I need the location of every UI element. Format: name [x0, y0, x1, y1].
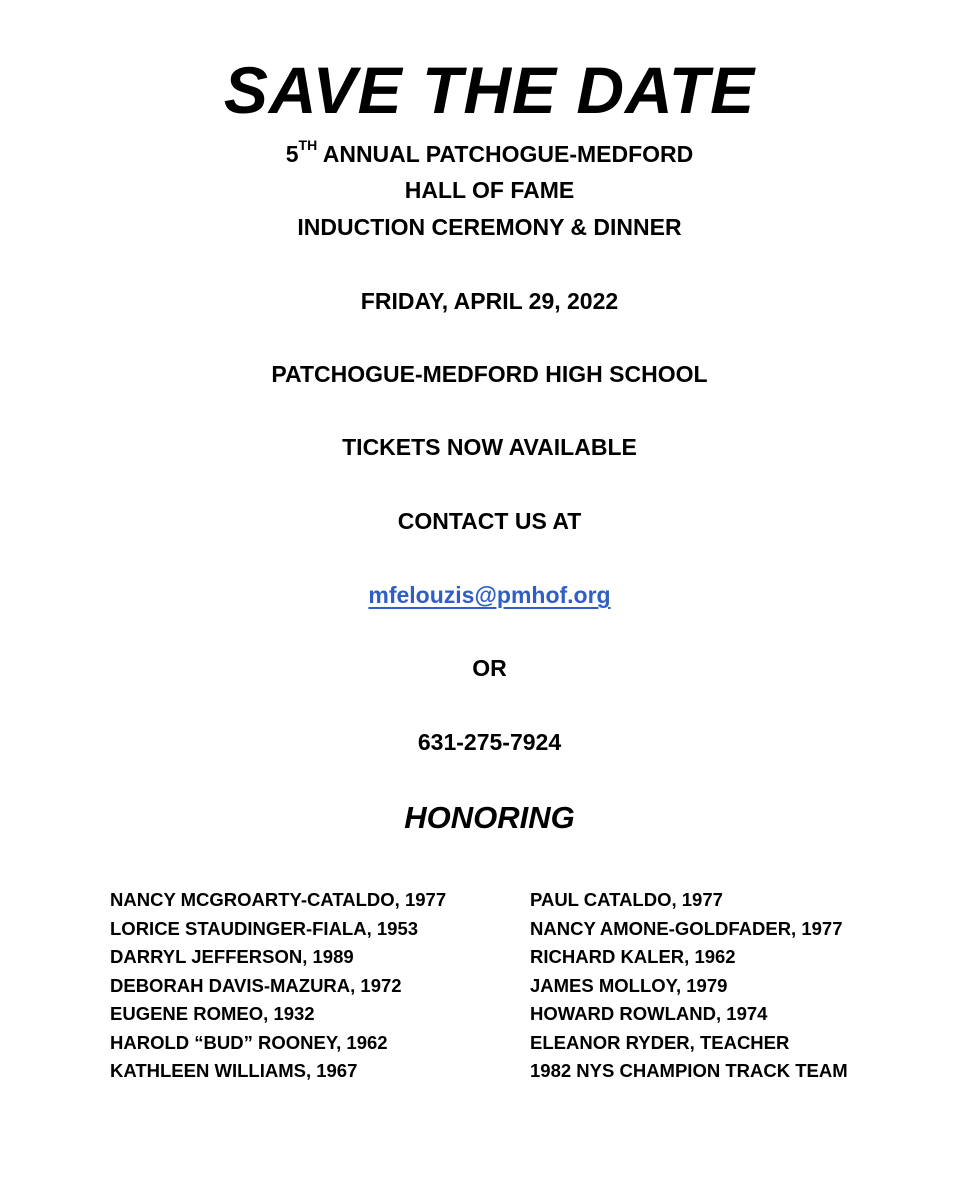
honoree-item: HOWARD ROWLAND, 1974 — [530, 1003, 768, 1024]
honoree-list-right — [530, 886, 848, 1086]
honoree-item: HAROLD “BUD” ROONEY, 1962 — [110, 1031, 388, 1053]
tickets-notice: TICKETS NOW AVAILABLE — [342, 434, 637, 460]
event-name-line-2: HALL OF FAME — [404, 177, 575, 203]
honoree-item: RICHARD KALER, 1962 — [530, 946, 736, 967]
event-name-line-3: INDUCTION CEREMONY & DINNER — [297, 214, 682, 240]
event-name-line-1 — [0, 137, 979, 168]
ordinal-number: 5 — [285, 141, 299, 167]
honoree-item: NANCY MCGROARTY-CATALDO, 1977 — [110, 889, 447, 910]
contact-email-line — [0, 582, 979, 609]
honoree-item: LORICE STAUDINGER-FIALA, 1953 — [110, 917, 419, 939]
honoree-item: DARRYL JEFFERSON, 1989 — [110, 946, 354, 967]
page-title: SAVE THE DATE — [223, 53, 756, 127]
honoree-item: JAMES MOLLOY, 1979 — [530, 974, 728, 996]
honoree-item: NANCY AMONE-GOLDFADER, 1977 — [530, 917, 843, 939]
ordinal-suffix: TH — [298, 137, 318, 153]
honoree-item: KATHLEEN WILLIAMS, 1967 — [110, 1060, 358, 1081]
honoree-item: 1982 NYS CHAMPION TRACK TEAM — [530, 1060, 848, 1081]
honoree-item: DEBORAH DAVIS-MAZURA, 1972 — [110, 974, 402, 996]
honoring-heading: HONORING — [404, 800, 575, 835]
honoree-item: ELEANOR RYDER, TEACHER — [530, 1031, 790, 1053]
event-date: FRIDAY, APRIL 29, 2022 — [360, 288, 619, 314]
honoree-list-left — [110, 886, 446, 1086]
contact-email-link[interactable]: mfelouzis@pmhof.org — [368, 582, 611, 608]
contact-heading: CONTACT US AT — [397, 508, 582, 534]
event-location: PATCHOGUE-MEDFORD HIGH SCHOOL — [271, 361, 708, 387]
event-name-line-1-text: ANNUAL PATCHOGUE-MEDFORD — [317, 141, 694, 167]
contact-phone: 631-275-7924 — [417, 729, 562, 755]
contact-or: OR — [472, 655, 507, 681]
honoree-item: EUGENE ROMEO, 1932 — [110, 1003, 315, 1024]
honoree-item: PAUL CATALDO, 1977 — [530, 889, 723, 910]
